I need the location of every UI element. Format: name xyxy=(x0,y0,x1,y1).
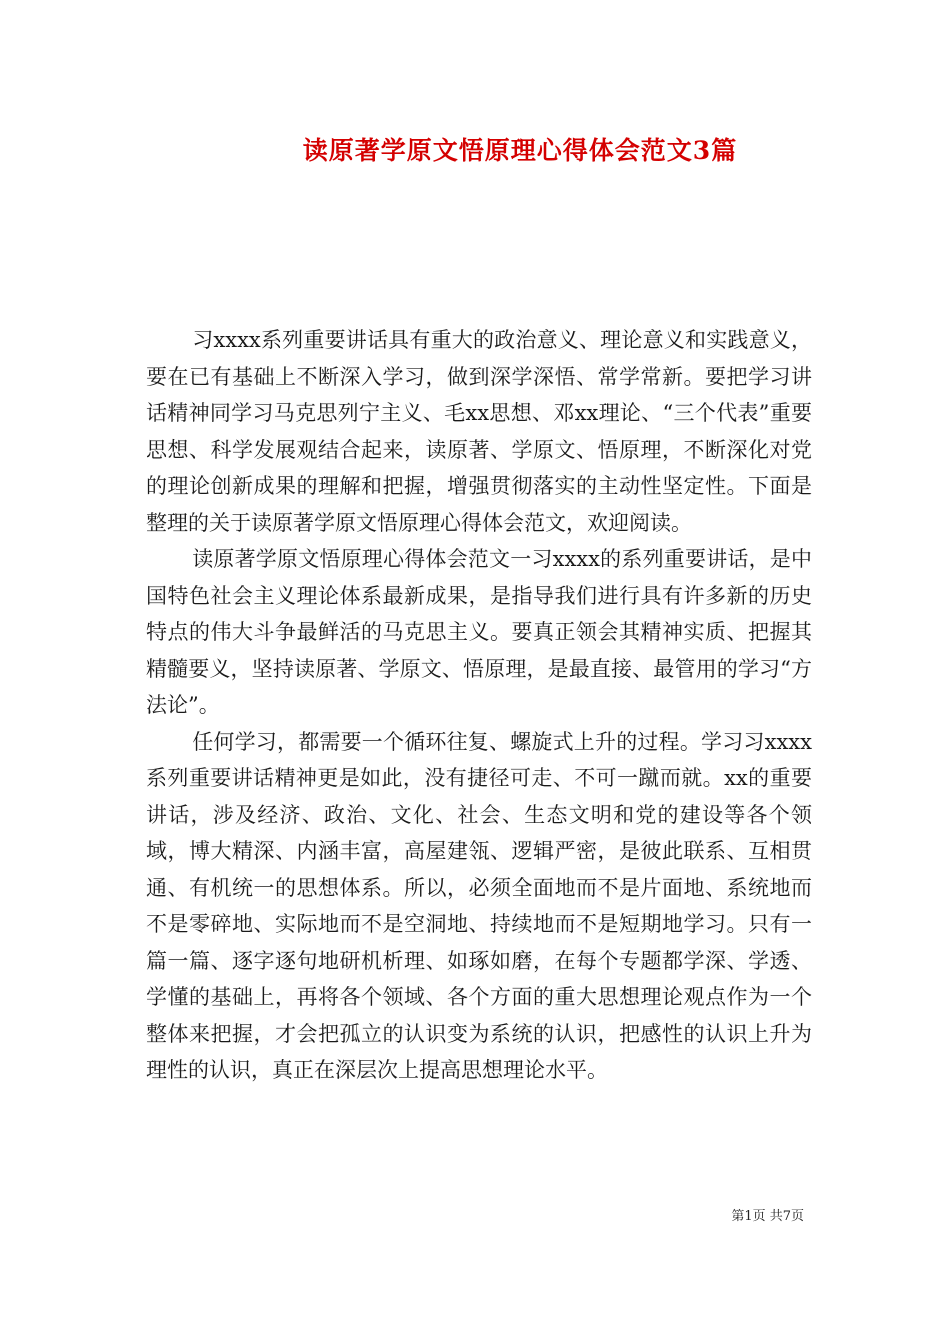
paragraph-intro: 习xxxx系列重要讲话具有重大的政治意义、理论意义和实践意义，要在已有基础上不断深入学习，做到深学深悟、常学常新。要把学习讲话精神同学习马克思列宁主义、毛xx思想、邓xx理论、“三个代表”重要思想、科学发展观结合起来，读原著、学原文、悟原理，不断深化对党的理论创新成果的理解和把握，增强贯彻落实的主动性坚定性。下面是整理的关于读原著学原文悟原理心得体会范文，欢迎阅读。 xyxy=(146,328,812,535)
paragraph-learning-process: 任何学习，都需要一个循环往复、螺旋式上升的过程。学习习xxxx系列重要讲话精神更是如此，没有捷径可走、不可一蹴而就。xx的重要讲话，涉及经济、政治、文化、社会、生态文明和党的建设等各个领域，博大精深、内涵丰富，高屋建瓴、逻辑严密，是彼此联系、互相贯通、有机统一的思想体系。所以，必须全面地而不是片面地、系统地而不是零碎地、实际地而不是空洞地、持续地而不是短期地学习。只有一篇一篇、逐字逐句地研机析理、如琢如磨，在每个专题都学深、学透、学懂的基础上，再将各个领域、各个方面的重大思想理论观点作为一个整体来把握，才会把孤立的认识变为系统的认识，把感性的认识上升为理性的认识，真正在深层次上提高思想理论水平。 xyxy=(146,729,812,1082)
page-footer xyxy=(0,1205,950,1224)
document-body xyxy=(146,322,812,1089)
document-title: 读原著学原文悟原理心得体会范文3篇 xyxy=(302,136,738,165)
page-indicator: 第1页 共7页 xyxy=(731,1209,804,1224)
paragraph-essay-one: 读原著学原文悟原理心得体会范文一习xxxx的系列重要讲话，是中国特色社会主义理论体系最新成果，是指导我们进行具有许多新的历史特点的伟大斗争最鲜活的马克思主义。要真正领会其精神实质、把握其精髓要义，坚持读原著、学原文、悟原理，是最直接、最管用的学习“方法论”。 xyxy=(146,547,812,717)
